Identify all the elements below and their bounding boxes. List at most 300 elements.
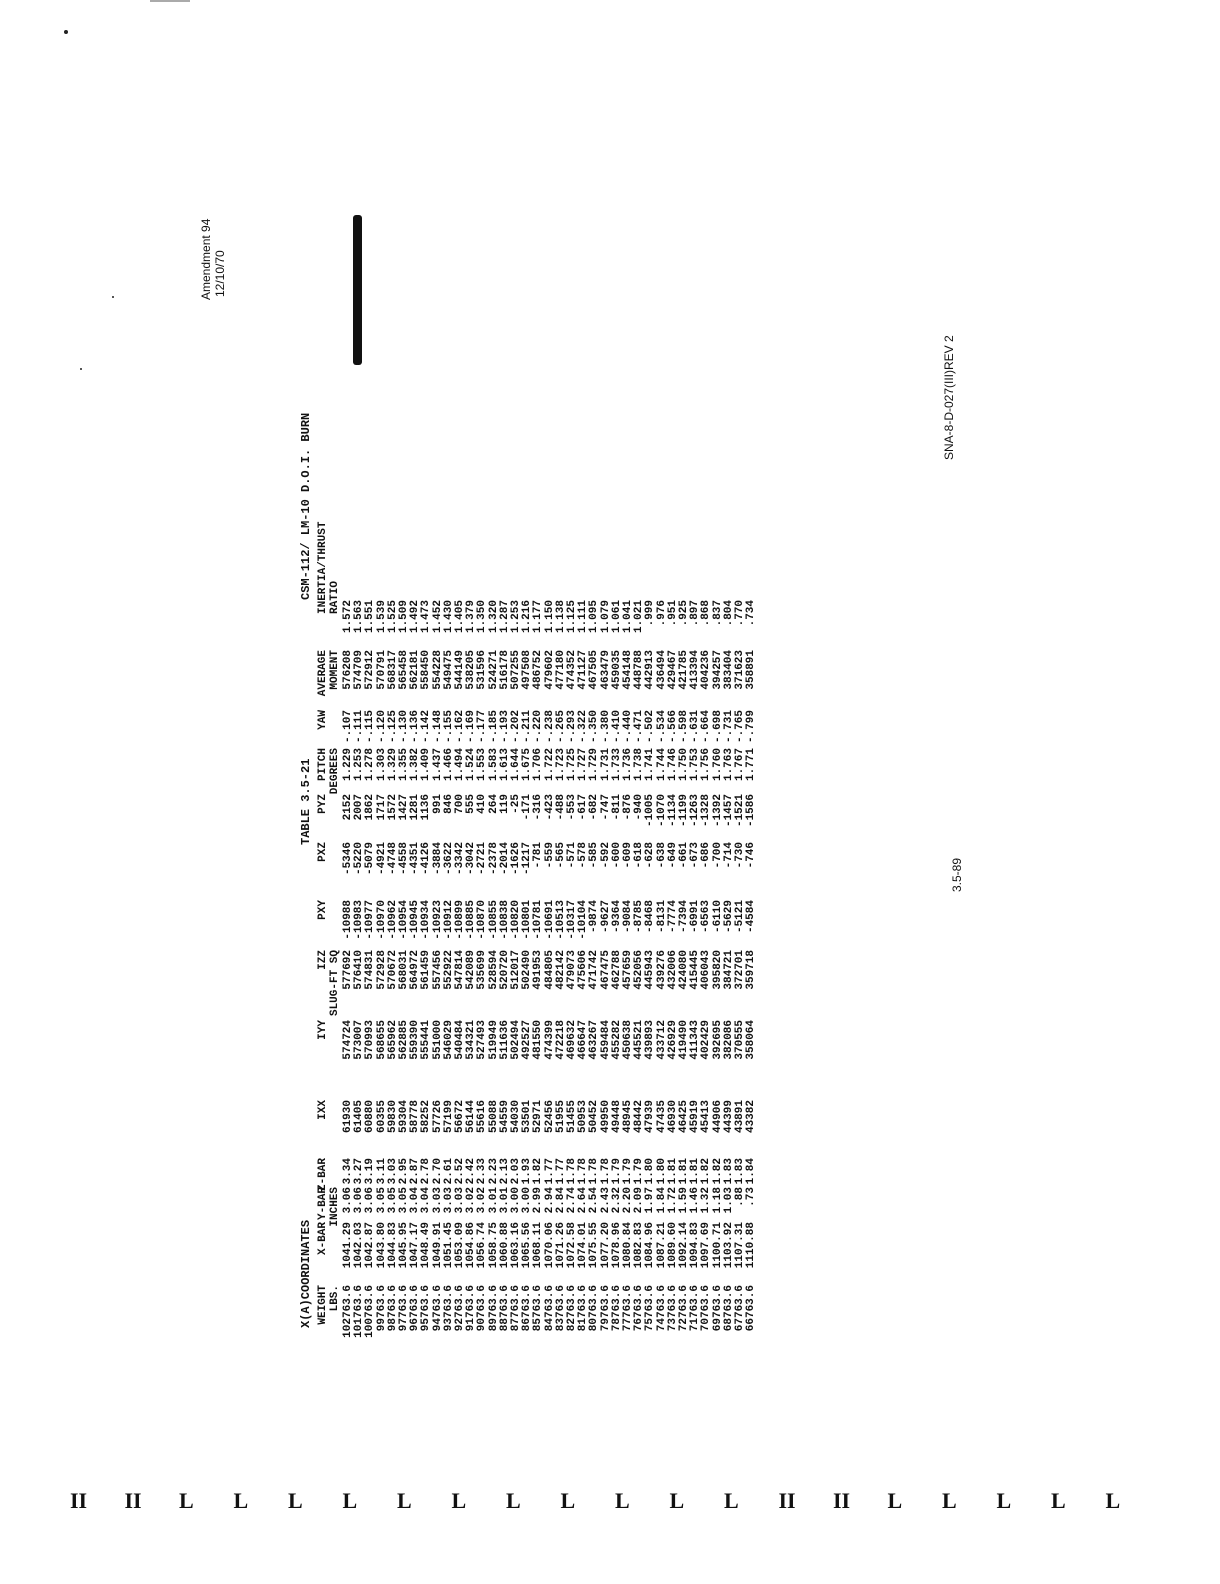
table-cell: -565 [554,842,567,869]
table-cell: 392695 [711,1020,724,1060]
binder-mark: L [342,1488,358,1513]
table-cell: 67763.6 [734,1285,746,1332]
table-cell: -9364 [610,900,623,934]
binder-mark: L [1051,1488,1066,1513]
table-cell: 436494 [655,650,668,690]
table-cell: 555441 [420,1020,433,1060]
coordinates-group-label: X(A)COORDINATES [299,1219,313,1328]
table-cell: 119 [498,794,511,814]
table-cell: 80763.6 [588,1285,601,1332]
table-cell: 462788 [610,950,623,990]
table-cell: 467475 [599,950,612,990]
binder-mark: II [833,1488,851,1513]
table-cell: 565962 [386,1020,399,1060]
table-cell: 1.78 [577,1158,590,1185]
table-cell: 562885 [398,1020,410,1060]
table-cell: 1071.26 [554,1222,567,1269]
table-cell: 57726 [431,1100,444,1134]
table-cell: 57199 [442,1100,455,1134]
table-cell: 1.81 [689,1158,702,1185]
table-cell: 527493 [476,1020,489,1060]
table-cell: -6110 [711,900,724,934]
table-cell: 486752 [532,650,545,690]
table-cell: 564972 [409,950,422,990]
table-cell: 546029 [442,1020,455,1060]
table-cell: 1572 [386,794,399,821]
table-cell: -10954 [398,900,410,940]
table-cell: 1.253 [510,600,522,634]
table-cell: 1862 [364,794,377,821]
binder-mark: II [124,1488,142,1513]
table-cell: -25 [510,794,522,814]
table-cell: 1.78 [566,1158,578,1185]
table-cell: 1.452 [431,600,444,634]
table-cell: -10513 [554,900,567,940]
table-cell: -.293 [566,710,578,744]
table-cell: 507255 [510,650,522,690]
table-cell: 69763.6 [711,1285,724,1332]
table-cell: 1075.55 [588,1222,601,1269]
table-cell: 455282 [610,1020,623,1060]
table-cell: 1.492 [409,600,422,634]
column-header-13-l1: AVERAGE [317,650,329,697]
table-cell: 66763.6 [745,1285,758,1332]
table-cell: 2.42 [465,1158,478,1185]
table-cell: 1.733 [610,748,623,782]
table-cell: 1078.96 [610,1222,623,1269]
table-cell: -7774 [666,900,679,934]
table-cell: -876 [622,794,634,821]
table-cell: 544149 [454,650,466,690]
table-cell: -700 [711,842,724,869]
table-cell: 511636 [498,1020,511,1060]
table-cell: 2.43 [599,1187,612,1214]
table-cell: 463267 [588,1020,601,1060]
table-cell: 77763.6 [622,1285,634,1332]
table-cell: 1.303 [375,748,388,782]
table-cell: -3622 [442,842,455,876]
table-cell: -2721 [476,842,489,876]
table-cell: 1.78 [588,1158,601,1185]
table-cell: -5629 [722,900,735,934]
table-cell: 3.03 [442,1187,455,1214]
table-cell: -5079 [364,842,377,876]
table-cell: 95763.6 [420,1285,433,1332]
table-cell: 44399 [722,1100,735,1134]
table-cell: 442913 [644,650,657,690]
table-cell: 1080.84 [622,1222,634,1269]
table-cell: 457659 [622,950,634,990]
table-cell: .73 [745,1187,758,1207]
table-cell: 1.738 [633,748,646,782]
table-cell: 1.111 [577,600,590,634]
table-cell: 383404 [722,650,735,690]
table-cell: 1.82 [700,1158,713,1185]
table-cell: 1.350 [476,600,489,634]
binder-hole-marks [70,1488,1170,1518]
table-cell: 1.78 [599,1158,612,1185]
table-cell: 94763.6 [431,1285,444,1332]
table-cell: 2.13 [498,1158,511,1185]
table-cell: -4126 [420,842,433,876]
table-cell: -10781 [532,900,545,940]
table-cell: 551000 [431,1020,444,1060]
table-cell: 1281 [409,794,422,821]
table-cell: 93763.6 [442,1285,455,1332]
table-cell: -10970 [375,900,388,940]
table-cell: -10870 [476,900,489,940]
table-cell: 1.525 [386,600,399,634]
table-cell: 471742 [588,950,601,990]
table-cell: 475606 [577,950,590,990]
table-cell: 59830 [386,1100,399,1134]
table-cell: -.177 [476,710,489,744]
table-cell: -10855 [487,900,500,940]
table-cell: -.731 [722,710,735,744]
table-cell: -171 [521,794,534,821]
redaction-bar [353,215,362,365]
table-cell: 88763.6 [498,1285,511,1332]
table-cell: -553 [566,794,578,821]
table-cell: 1053.09 [454,1222,466,1269]
table-cell: 84763.6 [543,1285,556,1332]
table-cell: 516178 [498,650,511,690]
binder-mark: L [451,1488,467,1513]
table-cell: 404236 [700,650,713,690]
table-cell: 1.46 [689,1187,702,1214]
table-cell: 534321 [465,1020,478,1060]
table-cell: -7394 [678,900,690,934]
table-cell: .804 [722,600,735,627]
table-cell: -1263 [689,794,702,828]
table-cell: 1.177 [532,600,545,634]
table-cell: 1056.74 [476,1222,489,1269]
table-cell: 572928 [375,950,388,990]
table-cell: -746 [745,842,758,869]
table-cell: 535699 [476,950,489,990]
table-cell: 1136 [420,794,433,821]
table-cell: 574709 [353,650,366,690]
table-cell: 1068.11 [532,1222,545,1269]
column-header-5-l1: IXX [317,1100,329,1120]
table-cell: 1082.83 [633,1222,646,1269]
table-cell: 60355 [375,1100,388,1134]
table-cell: -940 [633,794,646,821]
binder-mark: L [1105,1488,1121,1513]
table-cell: 1.79 [610,1158,623,1185]
table-cell: 1049.91 [431,1222,444,1269]
table-cell: 97763.6 [398,1285,410,1332]
table-cell: -747 [599,794,612,821]
table-cell: 547814 [454,950,466,990]
table-cell: 49448 [610,1100,623,1134]
table-cell: 1.473 [420,600,433,634]
table-cell: 474352 [566,650,578,690]
table-cell: 2.61 [442,1158,455,1185]
table-cell: 1.736 [622,748,634,782]
table-cell: 45919 [689,1100,702,1134]
table-cell: -.410 [610,710,623,744]
table-cell: 1.731 [599,748,612,782]
table-cell: 1103.92 [722,1222,735,1269]
table-cell: .770 [734,600,746,627]
table-cell: 3.34 [342,1158,354,1185]
table-cell: 1043.80 [375,1222,388,1269]
table-cell: -9084 [622,900,634,934]
table-cell: 1.150 [543,600,556,634]
table-cell: 477180 [554,650,567,690]
table-cell: 524271 [487,650,500,690]
table-cell: -3884 [431,842,444,876]
table-cell: 1.82 [532,1158,545,1185]
table-cell: -5346 [342,842,354,876]
table-cell: 1.79 [622,1158,634,1185]
binder-mark: II [70,1488,88,1513]
table-cell: -618 [633,842,646,869]
table-cell: -649 [666,842,679,869]
table-cell: 469632 [566,1020,578,1060]
table-cell: -.155 [442,710,455,744]
table-cell: 459035 [610,650,623,690]
table-cell: 482142 [554,950,567,990]
table-cell: 2152 [342,794,354,821]
table-cell: 52971 [532,1100,545,1134]
table-cell: 1.77 [543,1158,556,1185]
table-title: TABLE 3.5-21 [299,758,313,845]
table-cell: 1.72 [666,1187,679,1214]
table-cell: 439893 [644,1020,657,1060]
table-cell: 2.95 [398,1158,410,1185]
table-cell: -.136 [409,710,422,744]
table-cell: 1.405 [454,600,466,634]
table-cell: 89763.6 [487,1285,500,1332]
table-cell: -661 [678,842,690,869]
table-cell: 700 [454,794,466,814]
table-cell: -10691 [543,900,556,940]
table-cell: 1054.86 [465,1222,478,1269]
table-cell: 359718 [745,950,758,990]
binder-mark: L [397,1488,412,1513]
table-cell: -1217 [521,842,534,876]
table-cell: 79763.6 [599,1285,612,1332]
table-cell: 421785 [678,650,690,690]
table-cell: 2.20 [622,1187,634,1214]
table-cell: -.631 [689,710,702,744]
table-cell: 568655 [375,1020,388,1060]
table-cell: 50953 [577,1100,590,1134]
table-cell: -10945 [409,900,422,940]
table-cell: 75763.6 [644,1285,657,1332]
table-cell: 1717 [375,794,388,821]
table-cell: -.220 [532,710,545,744]
scan-speck [112,296,114,298]
table-cell: 1.83 [734,1158,746,1185]
table-cell: 1.722 [543,748,556,782]
table-cell: -9874 [588,900,601,934]
table-cell: -682 [588,794,601,821]
table-cell: -4748 [386,842,399,876]
table-cell: 1.430 [442,600,455,634]
table-cell: 1.539 [375,600,388,634]
table-cell: 531596 [476,650,489,690]
table-cell: 1.061 [610,600,623,634]
table-cell: 358891 [745,650,758,690]
table-cell: 1063.16 [510,1222,522,1269]
table-cell: .837 [711,600,724,627]
table-cell: 1074.01 [577,1222,590,1269]
table-cell: -1626 [510,842,522,876]
table-cell: 1.675 [521,748,534,782]
table-cell: 429467 [666,650,679,690]
table-cell: 96763.6 [409,1285,422,1332]
table-cell: 371623 [734,650,746,690]
table-cell: 1.79 [633,1158,646,1185]
table-cell: .999 [644,600,657,627]
binder-mark: L [179,1488,194,1513]
table-cell: 3.05 [398,1187,410,1214]
table-cell: 1.84 [745,1158,758,1185]
table-cell: 372701 [734,950,746,990]
table-cell: 3.06 [353,1187,366,1214]
table-cell: 58252 [420,1100,433,1134]
table-cell: 576208 [342,650,354,690]
table-cell: -.130 [398,710,410,744]
column-header-11-l1: PITCH [317,748,329,782]
table-cell: 1.382 [409,748,422,782]
table-cell: 411343 [689,1020,702,1060]
table-cell: .925 [678,600,690,627]
table-cell: -.162 [454,710,466,744]
table-cell: 2.94 [543,1187,556,1214]
binder-mark: L [669,1488,685,1513]
table-cell: 1.763 [722,748,735,782]
table-cell: 406043 [700,950,713,990]
column-header-14-l2: RATIO [329,580,341,614]
table-cell: 2.64 [577,1187,590,1214]
table-cell: 479602 [543,650,556,690]
table-cell: .897 [689,600,702,627]
table-cell: 1.379 [465,600,478,634]
table-cell: -.471 [633,710,646,744]
table-cell: -.664 [700,710,713,744]
table-cell: 61405 [353,1100,366,1134]
table-cell: 466647 [577,1020,590,1060]
table-cell: -10317 [566,900,578,940]
table-cell: -8131 [655,900,668,934]
table-cell: 3.03 [386,1158,399,1185]
table-cell: 540484 [454,1020,466,1060]
table-cell: 1.727 [577,748,590,782]
table-cell: 3.11 [375,1158,388,1185]
table-cell: 46425 [678,1100,690,1134]
table-cell: 1045.95 [398,1222,410,1269]
table-cell: 512017 [510,950,522,990]
table-cell: -10962 [386,900,399,940]
table-cell: 47939 [644,1100,657,1134]
table-cell: -.238 [543,710,556,744]
table-cell: -10912 [442,900,455,940]
table-cell: -10820 [510,900,522,940]
table-cell: -.111 [353,710,366,744]
table-cell: 43891 [734,1100,746,1134]
table-cell: -600 [610,842,623,869]
table-cell: 1051.45 [442,1222,455,1269]
table-cell: 1107.31 [734,1222,746,1269]
table-cell: 1060.88 [498,1222,511,1269]
table-cell: 1.744 [655,748,668,782]
table-cell: 424080 [678,950,690,990]
table-cell: -10923 [431,900,444,940]
table-cell: 479073 [566,950,578,990]
binder-mark: L [996,1488,1012,1513]
table-cell: 1084.96 [644,1222,657,1269]
table-cell: -4921 [375,842,388,876]
table-cell: 1.287 [498,600,511,634]
document-id: SNA-8-D-027(III)REV 2 [942,335,956,460]
table-cell: 1.095 [588,600,601,634]
table-cell: -10104 [577,900,590,940]
table-cell: -8785 [633,900,646,934]
table-cell: -4351 [409,842,422,876]
table-cell: 358064 [745,1020,758,1060]
table-cell: 568317 [386,650,399,690]
table-cell: 1.97 [644,1187,657,1214]
table-cell: 1.771 [745,748,758,782]
table-cell: 1.93 [521,1158,534,1185]
table-cell: 570791 [375,650,388,690]
table-cell: 1044.83 [386,1222,399,1269]
table-cell: 1.59 [678,1187,690,1214]
table-cell: 394257 [711,650,724,690]
table-cell: -423 [543,794,556,821]
table-cell: 92763.6 [454,1285,466,1332]
table-cell: 1.644 [510,748,522,782]
table-cell: -730 [734,842,746,869]
table-cell: 53501 [521,1100,534,1134]
table-cell: -.502 [644,710,657,744]
table-cell: -5220 [353,842,366,876]
table-cell: 54559 [498,1100,511,1134]
table-cell: 1047.17 [409,1222,422,1269]
table-cell: 76763.6 [633,1285,646,1332]
binder-mark: L [615,1488,630,1513]
binder-mark: L [288,1488,303,1513]
table-cell: .951 [666,600,679,627]
column-header-1-l2: LBS. [329,1285,341,1312]
table-cell: 3.04 [420,1187,433,1214]
table-cell: 439276 [655,950,668,990]
table-cell: 448788 [633,650,646,690]
table-cell: 87763.6 [510,1285,522,1332]
table-cell: 90763.6 [476,1285,489,1332]
table-cell: -571 [566,842,578,869]
table-cell: 43382 [745,1100,758,1134]
table-cell: 565458 [398,650,410,690]
table-cell: -.265 [554,710,567,744]
table-cell: 55088 [487,1100,500,1134]
table-cell: -.193 [498,710,511,744]
table-cell: 1.729 [588,748,601,782]
binder-mark: L [233,1488,249,1513]
table-cell: 1.229 [342,748,354,782]
table-cell: 552922 [442,950,455,990]
table-cell: 1.041 [622,600,634,634]
table-cell: 70763.6 [700,1285,713,1332]
table-cell: 2.23 [487,1158,500,1185]
table-cell: 54030 [510,1100,522,1134]
table-cell: 1.760 [711,748,724,782]
table-cell: -714 [722,842,735,869]
